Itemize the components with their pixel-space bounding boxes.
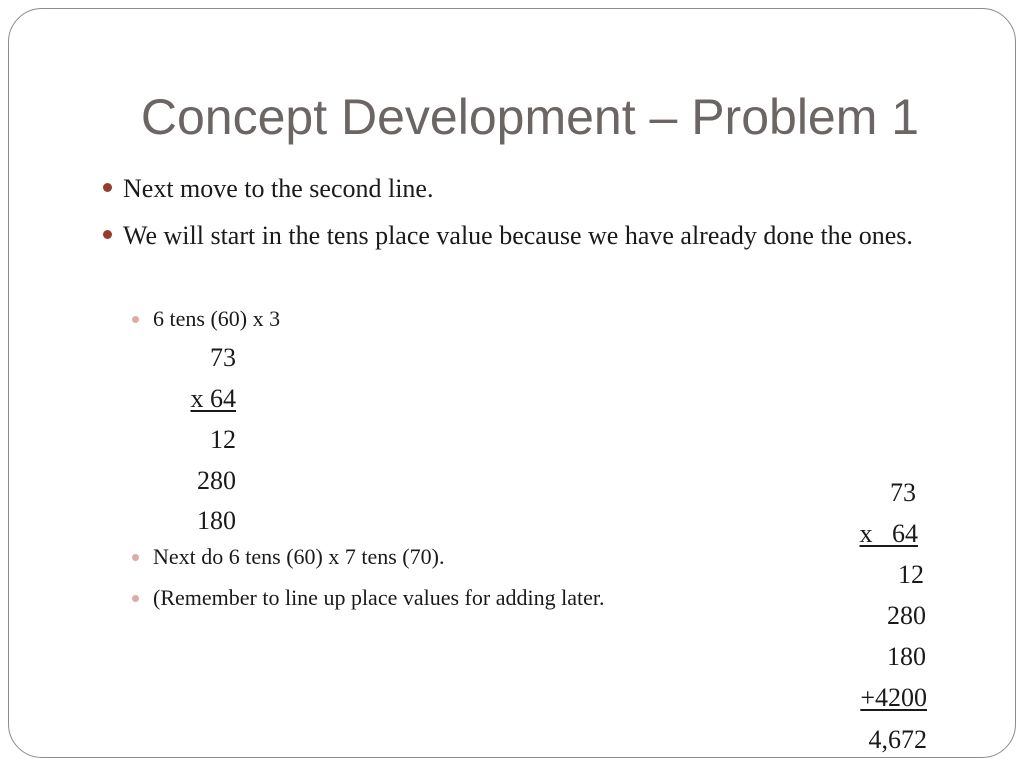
bullet-text: We will start in the tens place value because we have already done the ones.: [123, 221, 913, 250]
subbullet-item: [153, 583, 604, 613]
left-problem-line: 12: [210, 425, 236, 454]
right-problem-line: 12: [898, 560, 924, 589]
subbullet-dot-icon: [132, 554, 139, 561]
subbullet-text: (Remember to line up place values for adding later.: [153, 585, 605, 610]
subbullet-dot-icon: [132, 595, 139, 602]
left-problem-line: 73: [210, 343, 236, 372]
slide-title: Concept Development – Problem 1: [140, 89, 920, 145]
subbullet-dot-icon: [132, 316, 139, 323]
subbullet-text: 6 tens (60) x 3: [153, 306, 281, 331]
left-problem-line: x 64: [190, 384, 236, 413]
subbullet-text: Next do 6 tens (60) x 7 tens (70).: [153, 544, 445, 569]
bullet-dot-icon: [103, 183, 112, 192]
bullet-text: Next move to the second line.: [123, 174, 434, 203]
bullet-dot-icon: [103, 230, 112, 239]
subbullet-item: [153, 542, 444, 572]
right-problem-line: 280: [887, 601, 926, 630]
right-problem-line: x 64: [859, 519, 918, 548]
right-problem-line: 73: [890, 478, 916, 507]
left-problem-line: 180: [197, 506, 236, 535]
left-problem-line: 280: [197, 466, 236, 495]
bullet-item: [123, 215, 993, 256]
right-problem-line: 180: [887, 642, 926, 671]
bullet-item: [123, 168, 1003, 209]
right-problem-line: +4200: [860, 683, 927, 712]
right-problem-line: 4,672: [868, 725, 927, 754]
subbullet-item: [153, 304, 280, 334]
